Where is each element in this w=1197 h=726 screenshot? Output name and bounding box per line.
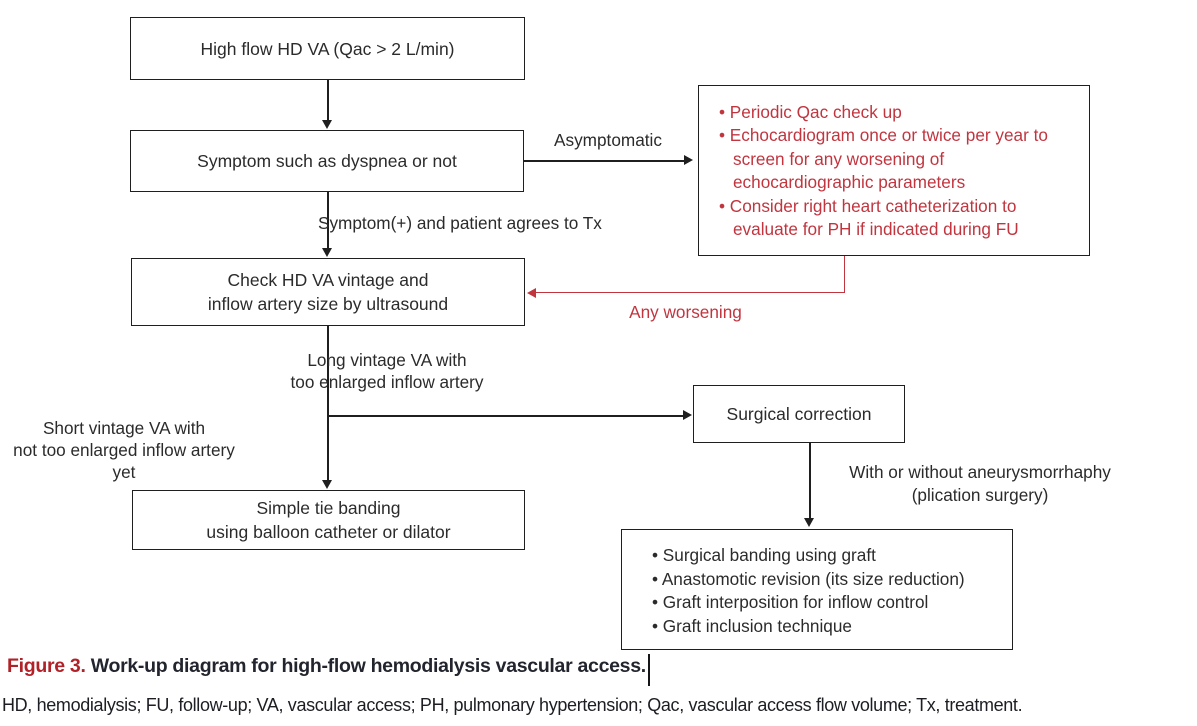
flow-node-surgical-options — [621, 529, 1013, 650]
bullet-item: • Surgical banding using graft — [644, 544, 1008, 568]
figure-caption — [7, 655, 646, 678]
figure-number-label: Figure 3. — [7, 655, 86, 677]
edge-label-aneurysmorrhaphy — [835, 461, 1125, 506]
monitoring-bullet-list — [711, 101, 1063, 241]
connector-monitor-to-check-red — [844, 256, 845, 293]
connector-symptom-to-monitor — [524, 160, 684, 162]
edge-label-line: not too enlarged inflow artery yet — [13, 440, 235, 482]
flow-node-label: High flow HD VA (Qac > 2 L/min) — [200, 38, 455, 59]
connector-monitor-to-check-red — [536, 292, 845, 293]
flow-node-monitoring-plan — [698, 85, 1090, 256]
bullet-item: • Anastomotic revision (its size reduction) — [644, 568, 1008, 592]
arrowhead-right-icon — [683, 410, 692, 420]
flow-node-simple-tie-banding — [132, 490, 525, 550]
edge-label-line: Short vintage VA with — [42, 418, 206, 438]
flow-node-line: Check HD VA vintage and — [227, 270, 429, 290]
flow-node-surgical-correction — [693, 385, 905, 443]
edge-label-short-vintage — [4, 417, 244, 483]
arrowhead-down-icon — [804, 518, 814, 527]
edge-label-any-worsening: Any worsening — [629, 302, 742, 322]
connector-branch-to-tie — [327, 415, 329, 480]
arrowhead-down-icon — [322, 120, 332, 129]
flow-node-line: Simple tie banding — [256, 498, 401, 518]
figure-caption-title: Work-up diagram for high-flow hemodialysis vascular access. — [90, 655, 646, 677]
arrowhead-left-red-icon — [527, 288, 536, 298]
connector-highflow-to-symptom — [327, 80, 329, 121]
connector-branch-to-surgical — [327, 415, 684, 417]
bullet-item: • Graft inclusion technique — [644, 615, 1008, 639]
edge-label-asymptomatic: Asymptomatic — [554, 130, 662, 150]
edge-label-long-vintage — [277, 349, 497, 393]
text-cursor — [648, 654, 650, 686]
arrowhead-right-icon — [684, 155, 693, 165]
flow-node-line: using balloon catheter or dilator — [206, 522, 451, 542]
edge-label-line: (plication surgery) — [911, 484, 1049, 505]
arrowhead-down-icon — [322, 248, 332, 257]
flow-node-symptom-check — [130, 130, 524, 192]
surgical-options-bullet-list — [644, 544, 1008, 638]
edge-label-line: too enlarged inflow artery — [290, 372, 484, 392]
connector-surgical-to-options — [809, 443, 811, 519]
flow-node-line: inflow artery size by ultrasound — [207, 294, 449, 314]
flow-node-high-flow-hd-va — [130, 17, 525, 80]
flow-node-label: Symptom such as dyspnea or not — [197, 151, 457, 171]
bullet-item: • Echocardiogram once or twice per year to screen for any worsening of echocardiographic parameters — [711, 124, 1063, 194]
bullet-item: • Periodic Qac check up — [711, 101, 1063, 124]
edge-label-symptom-agrees-tx: Symptom(+) and patient agrees to Tx — [318, 213, 602, 233]
bullet-item: • Graft interposition for inflow control — [644, 591, 1008, 615]
abbreviations-footnote: HD, hemodialysis; FU, follow-up; VA, vascular access; PH, pulmonary hypertension; Qac, vascular access flow volume; Tx, treatment. — [2, 695, 1023, 715]
edge-label-line: With or without aneurysmorrhaphy — [849, 462, 1111, 482]
arrowhead-down-icon — [322, 480, 332, 489]
flow-node-check-vintage — [131, 258, 525, 326]
flow-node-label: Surgical correction — [726, 404, 872, 424]
edge-label-line: Long vintage VA with — [307, 350, 467, 370]
bullet-item: • Consider right heart catheterization to evaluate for PH if indicated during FU — [711, 195, 1063, 242]
